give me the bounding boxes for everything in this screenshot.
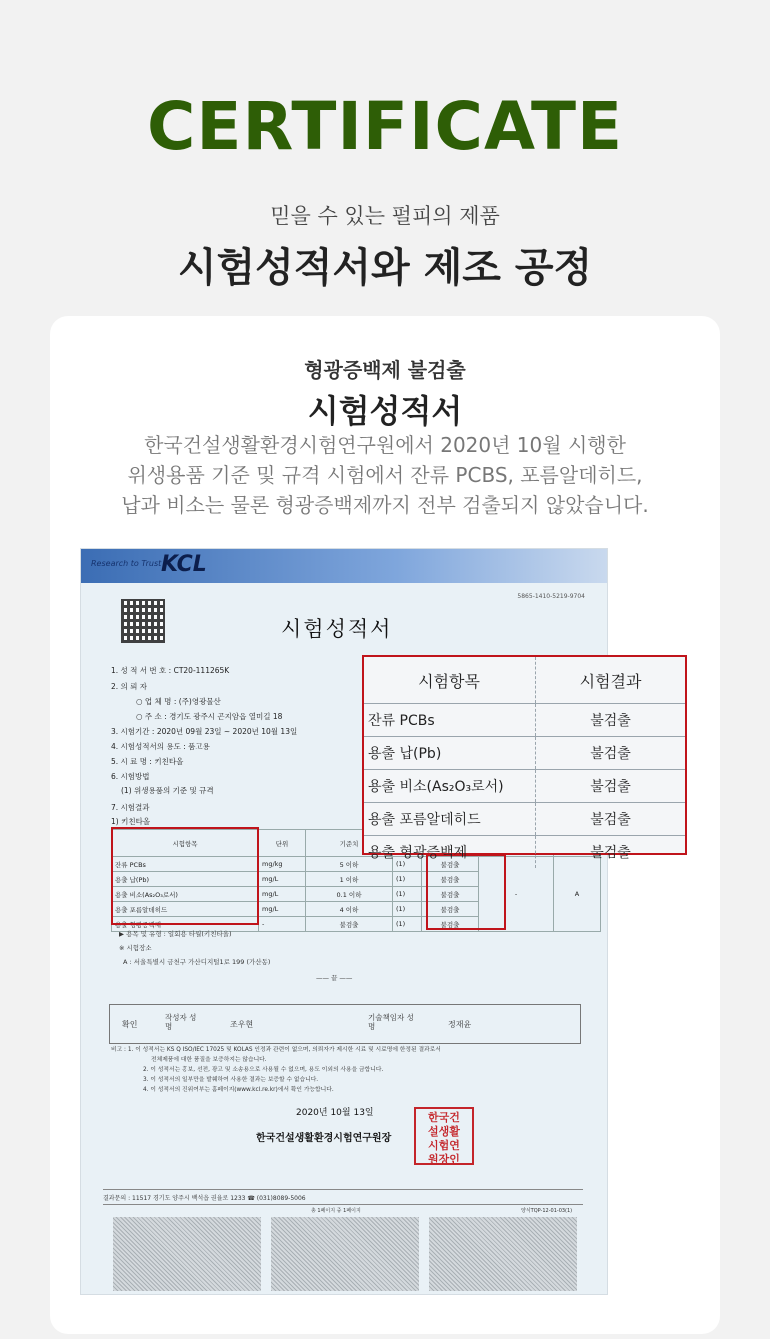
security-pattern	[271, 1217, 419, 1291]
document-footer	[103, 1189, 583, 1205]
document-serial: 5865-1410-5219-9704	[517, 593, 585, 600]
card-description	[50, 430, 720, 520]
table-row: 용출 포름알데히드 불검출	[364, 803, 685, 836]
author-label: 작성자 성 명	[165, 1013, 197, 1031]
table-row: 용출 납(Pb) 불검출	[364, 737, 685, 770]
confirm-label: 확인	[122, 1020, 138, 1029]
security-pattern	[113, 1217, 261, 1291]
card-title: 시험성적서	[307, 392, 463, 430]
test-method-heading: 6. 시험방법	[111, 772, 150, 781]
table-row: 용출 형광증백제 - 불검출 (1) 불검출	[112, 917, 601, 932]
product-type-note: ▶ 용목 및 유형 : 일회용 타월(키친타올)	[119, 930, 232, 938]
sample-subheading: 1) 키친타올	[111, 817, 151, 826]
tech-manager-name: 정재윤	[448, 1020, 472, 1029]
document-title: 시험성적서	[281, 617, 393, 641]
test-period: 3. 시험기간 : 2020년 09월 23일 ~ 2020년 10월 13일	[111, 727, 298, 736]
remark-line: 전체제품에 대한 품질을 보증하지는 않습니다.	[151, 1057, 267, 1063]
kcl-logo: KCL	[161, 552, 207, 577]
test-location: A : 서울특별시 금천구 가산디지털1로 199 (가산동)	[123, 958, 271, 966]
author-name: 조우현	[230, 1020, 254, 1029]
table-row: 잔류 PCBs mg/kg 5 이하 (1) 불검출 - A	[112, 857, 601, 872]
results-zoom-callout	[362, 655, 687, 861]
zoom-header-row	[364, 657, 685, 704]
report-purpose: 4. 시험성적서의 용도 : 품고용	[111, 742, 210, 751]
table-row: 용출 포름알데히드 mg/L 4 이하 (1) 불검출	[112, 902, 601, 917]
table-row: 용출 비소(As₂O₃로서) 불검출	[364, 770, 685, 803]
table-row: 잔류 PCBs 불검출	[364, 704, 685, 737]
hero-headline: 시험성적서와 제조 공정	[177, 245, 593, 291]
client-company: ○ 업 체 명 : (주)영광물산	[136, 697, 221, 706]
description-line: 위생용품 기준 및 규격 시험에서 잔류 PCBS, 포름알데히드,	[127, 463, 643, 487]
zoom-header-item: 시험항목	[364, 657, 536, 704]
test-results-heading: 7. 시험결과	[111, 803, 150, 812]
table-row: 용출 형광증백제 불검출	[364, 836, 685, 869]
table-header-cell: 단위	[259, 830, 306, 857]
card-kicker: 형광증백제 불검출	[304, 358, 466, 382]
table-row: 용출 납(Pb) mg/L 1 이하 (1) 불검출	[112, 872, 601, 887]
footer-form-code: 양식TQP-12-01-03(1)	[521, 1208, 573, 1214]
official-seal-icon: 한국건 설생활 시험연 원장인	[414, 1107, 474, 1165]
remark-line: 2. 이 성적서는 홍보, 선전, 광고 및 소송용으로 사용될 수 없으며, 용도 이외의 사용을 금합니다.	[143, 1067, 384, 1073]
sample-name: 5. 시 료 명 : 키친타올	[111, 757, 184, 766]
kcl-tagline: Research to Trust	[91, 559, 162, 568]
remark-line: 4. 이 성적서의 진위여부는 홈페이지(www.kcl.re.kr)에서 확인 가능합니다.	[143, 1087, 334, 1093]
report-number: 1. 성 적 서 번 호 : CT20-111265K	[111, 666, 230, 675]
document-header-bar	[81, 549, 607, 583]
issue-date: 2020년 10월 13일	[296, 1108, 374, 1118]
zoom-header-result: 시험결과	[536, 657, 686, 704]
end-mark: —— 끝 ——	[316, 974, 353, 982]
hero-subtitle: 믿을 수 있는 펄피의 제품	[270, 204, 500, 228]
description-line: 한국건설생활환경시험연구원에서 2020년 10월 시행한	[144, 433, 626, 457]
description-line: 납과 비소는 물론 형광증백제까지 전부 검출되지 않았습니다.	[121, 493, 649, 517]
issuing-organization: 한국건설생활환경시험연구원장	[256, 1133, 392, 1144]
test-location-heading: ※ 시험장소	[119, 944, 152, 952]
item-column-highlight	[111, 827, 259, 925]
tech-manager-label: 기술책임자 성 명	[368, 1013, 414, 1031]
remark-line: 비고 : 1. 이 성적서는 KS Q ISO/IEC 17025 및 KOLAS 인정과 관련이 없으며, 의뢰자가 제시한 시료 및 시료명에 한정된 결과로서	[111, 1047, 441, 1053]
table-row: 용출 비소(As₂O₃로서) mg/L 0.1 이하 (1) 불검출	[112, 887, 601, 902]
table-header-cell: 기준치	[306, 830, 393, 857]
client-address: ○ 주 소 : 경기도 광주시 곤지암읍 열미길 18	[136, 712, 283, 721]
table-header-cell: 시험항목	[112, 830, 259, 857]
qr-code-icon	[121, 599, 165, 643]
footer-contact: 결과문의 : 11517 경기도 양주시 백석읍 권율로 1233 ☎ (031)8089-5006	[103, 1195, 306, 1202]
remark-line: 3. 이 성적서의 일부만을 발췌하여 사용한 결과는 보증할 수 없습니다.	[143, 1077, 319, 1083]
certificate-heading: CERTIFICATE	[146, 88, 624, 165]
footer-page: 총 1페이지 중 1페이지	[311, 1208, 361, 1214]
test-method: (1) 위생용품의 기준 및 규격	[121, 786, 214, 795]
zoom-results-table	[364, 657, 685, 868]
client-heading: 2. 의 뢰 자	[111, 682, 148, 691]
signature-table	[109, 1004, 581, 1044]
security-pattern	[429, 1217, 577, 1291]
